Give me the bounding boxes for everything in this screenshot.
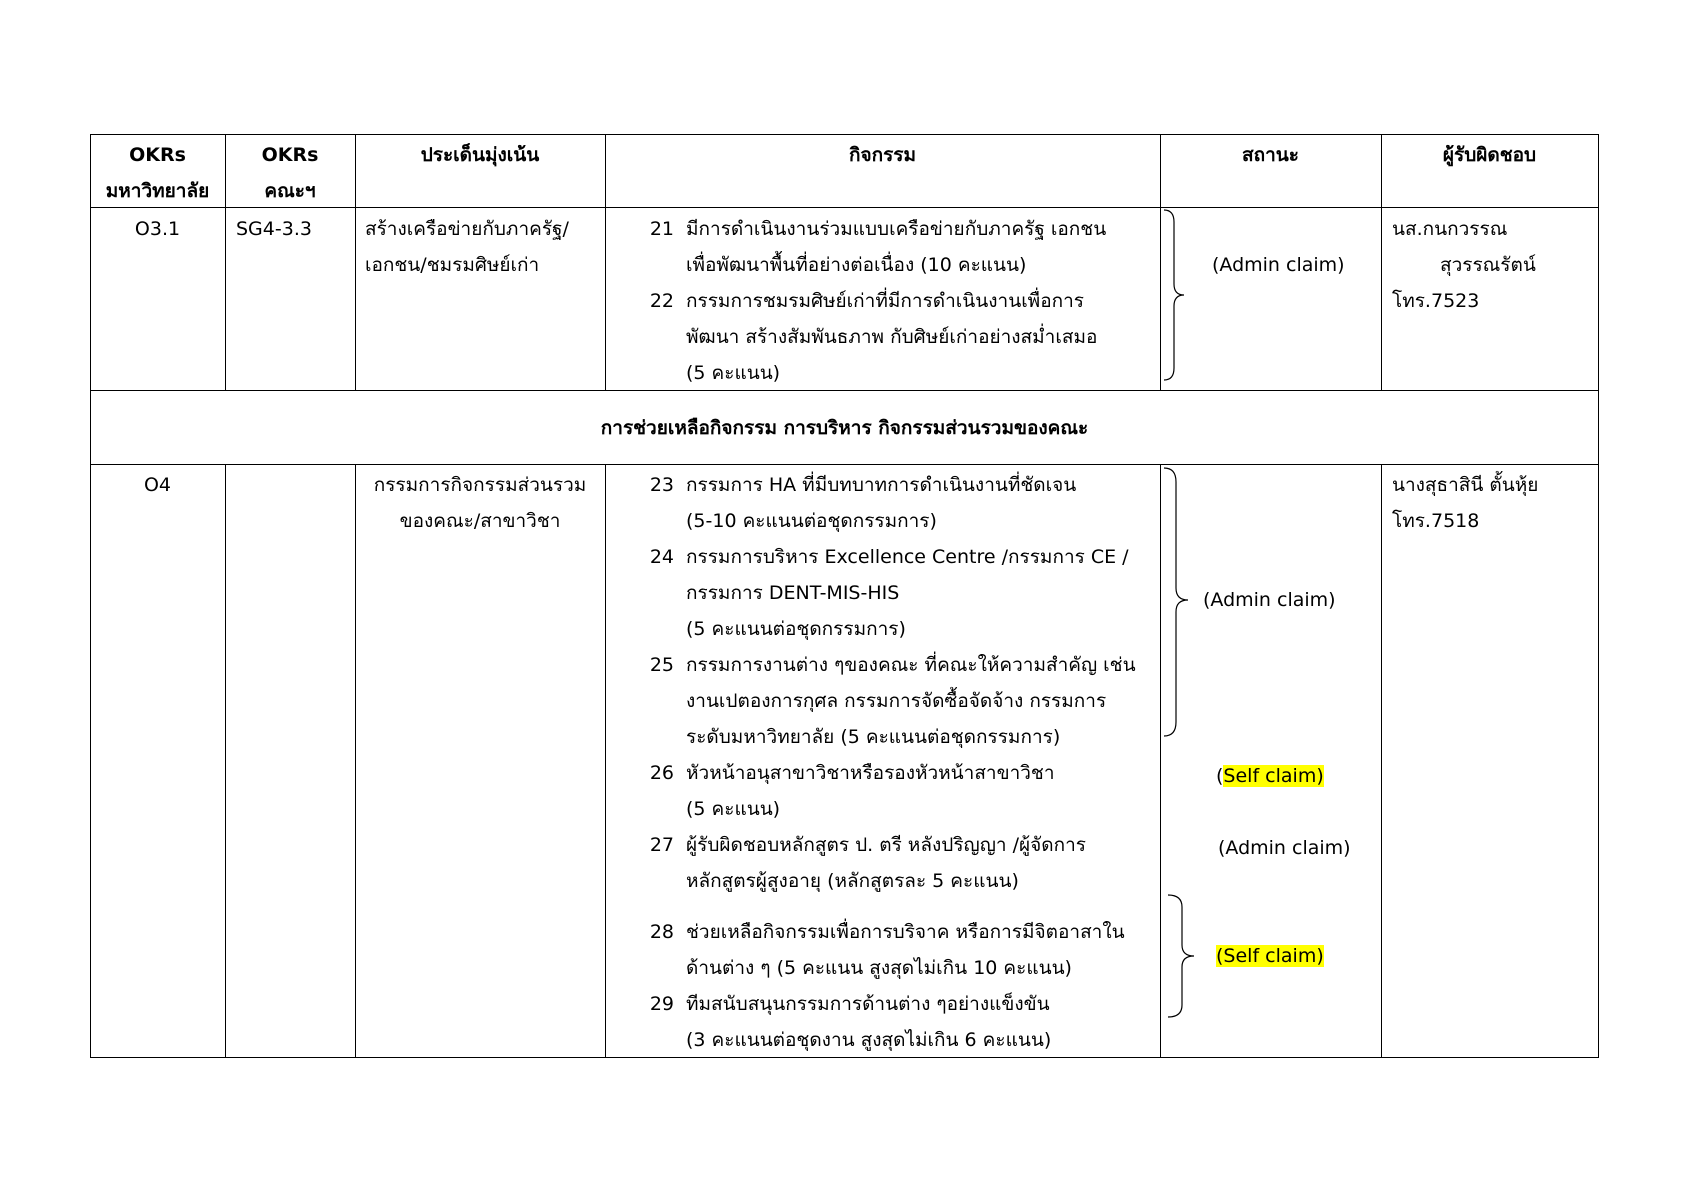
- header-okrs-university-line1: OKRs: [129, 144, 186, 166]
- row2-focus-line2: ของคณะ/สาขาวิชา: [399, 510, 561, 532]
- row2-status-self-2: [1216, 938, 1324, 974]
- header-responsible: ผู้รับผิดชอบ: [1442, 144, 1537, 166]
- col-divider-1-lower: [225, 464, 226, 1058]
- header-okrs-faculty-line1: OKRs: [261, 144, 319, 166]
- row2-focus-line1: กรรมการกิจกรรมส่วนรวม: [373, 474, 587, 496]
- table-row1-divider: [90, 390, 1599, 391]
- activity-text: กรรมการชมรมศิษย์เก่าที่มีการดำเนินงานเพื่อการ: [686, 290, 1084, 312]
- row1-responsible-line3: โทร.7523: [1392, 290, 1480, 312]
- activity-text: (5 คะแนน): [686, 798, 781, 820]
- row1-focus-line1: สร้างเครือข่ายกับภาครัฐ/: [365, 218, 569, 240]
- activity-text: ช่วยเหลือกิจกรรมเพื่อการบริจาค หรือการมีจิตอาสาใน: [686, 921, 1125, 943]
- table-border-top: [90, 134, 1599, 135]
- activity-number: 24: [649, 546, 674, 568]
- activity-number: 21: [649, 218, 674, 240]
- activity-number: 22: [649, 290, 674, 312]
- activity-number: 25: [649, 654, 674, 676]
- self-claim-highlight: (Self claim): [1216, 945, 1324, 967]
- table-border-right: [1598, 134, 1599, 1058]
- activity-text: ผู้รับผิดชอบหลักสูตร ป. ตรี หลังปริญญา /ผู้จัดการ: [686, 834, 1086, 856]
- row1-responsible-line1: นส.กนกวรรณ: [1392, 218, 1508, 240]
- row2-okr-university: O4: [143, 474, 172, 496]
- header-okrs-university-line2: มหาวิทยาลัย: [105, 180, 210, 202]
- col-divider-5-lower: [1381, 464, 1382, 1058]
- row2-status-brace-admin: [1162, 466, 1192, 740]
- row2-status-admin-2: (Admin claim): [1218, 837, 1351, 859]
- activity-text: หัวหน้าอนุสาขาวิชาหรือรองหัวหน้าสาขาวิชา: [686, 762, 1055, 784]
- col-divider-2-lower: [355, 464, 356, 1058]
- activity-text: เพื่อพัฒนาพื้นที่อย่างต่อเนื่อง (10 คะแนน): [686, 254, 1027, 276]
- row1-responsible-line2: สุวรรณรัตน์: [1440, 254, 1536, 276]
- activity-text: กรรมการ DENT-MIS-HIS: [686, 582, 900, 604]
- row1-focus-line2: เอกชน/ชมรมศิษย์เก่า: [365, 254, 540, 276]
- activity-text: ทีมสนับสนุนกรรมการด้านต่าง ๆอย่างแข็งขัน: [686, 993, 1050, 1015]
- activity-number: 23: [649, 474, 674, 496]
- section-title: การช่วยเหลือกิจกรรม การบริหาร กิจกรรมส่วนรวมของคณะ: [600, 417, 1089, 439]
- table-section-divider: [90, 464, 1599, 465]
- row1-okr-faculty: SG4-3.3: [236, 218, 312, 240]
- row1-okr-university: O3.1: [134, 218, 181, 240]
- activity-number: 26: [649, 762, 674, 784]
- activity-text: กรรมการ HA ที่มีบทบาทการดำเนินงานที่ชัดเจน: [686, 474, 1077, 496]
- activity-text: (5 คะแนน): [686, 362, 781, 384]
- activity-text: (5-10 คะแนนต่อชุดกรรมการ): [686, 510, 937, 532]
- activity-text: งานเปตองการกุศล กรรมการจัดซื้อจัดจ้าง กรรมการ: [686, 690, 1107, 712]
- header-activities: กิจกรรม: [848, 144, 917, 166]
- row2-status-self-1: [1216, 758, 1324, 794]
- activity-number: 27: [649, 834, 674, 856]
- row2-status-brace-self: [1166, 893, 1198, 1021]
- activity-text: พัฒนา สร้างสัมพันธภาพ กับศิษย์เก่าอย่างสม่ำเสมอ: [686, 326, 1098, 348]
- row1-status-brace: [1162, 208, 1186, 383]
- activity-text: หลักสูตรผู้สูงอายุ (หลักสูตรละ 5 คะแนน): [686, 870, 1019, 892]
- row2-status-admin-1: (Admin claim): [1203, 589, 1336, 611]
- row2-responsible-line2: โทร.7518: [1392, 510, 1480, 532]
- activity-number: 28: [649, 921, 674, 943]
- col-divider-3-lower: [605, 464, 606, 1058]
- header-status: สถานะ: [1242, 144, 1299, 166]
- activity-text: กรรมการงานต่าง ๆของคณะ ที่คณะให้ความสำคัญ เช่น: [686, 654, 1136, 676]
- table-border-left: [90, 134, 91, 1058]
- activity-number: 29: [649, 993, 674, 1015]
- header-focus: ประเด็นมุ่งเน้น: [420, 144, 540, 166]
- row2-responsible-line1: นางสุธาสินี ตั้นหุ้ย: [1392, 474, 1539, 496]
- header-okrs-faculty-line2: คณะฯ: [264, 180, 316, 202]
- activity-text: ระดับมหาวิทยาลัย (5 คะแนนต่อชุดกรรมการ): [686, 726, 1061, 748]
- row1-status: (Admin claim): [1212, 254, 1345, 276]
- activity-text: (5 คะแนนต่อชุดกรรมการ): [686, 618, 906, 640]
- activity-text: มีการดำเนินงานร่วมแบบเครือข่ายกับภาครัฐ เอกชน: [686, 218, 1107, 240]
- activity-text: กรรมการบริหาร Excellence Centre /กรรมการ CE /: [686, 546, 1129, 568]
- self-claim-open-paren: (: [1216, 765, 1224, 787]
- col-divider-4-lower: [1160, 464, 1161, 1058]
- self-claim-highlight: Self claim): [1223, 765, 1324, 787]
- activity-text: ด้านต่าง ๆ (5 คะแนน สูงสุดไม่เกิน 10 คะแนน): [686, 957, 1072, 979]
- activity-text: (3 คะแนนต่อชุดงาน สูงสุดไม่เกิน 6 คะแนน): [686, 1029, 1052, 1051]
